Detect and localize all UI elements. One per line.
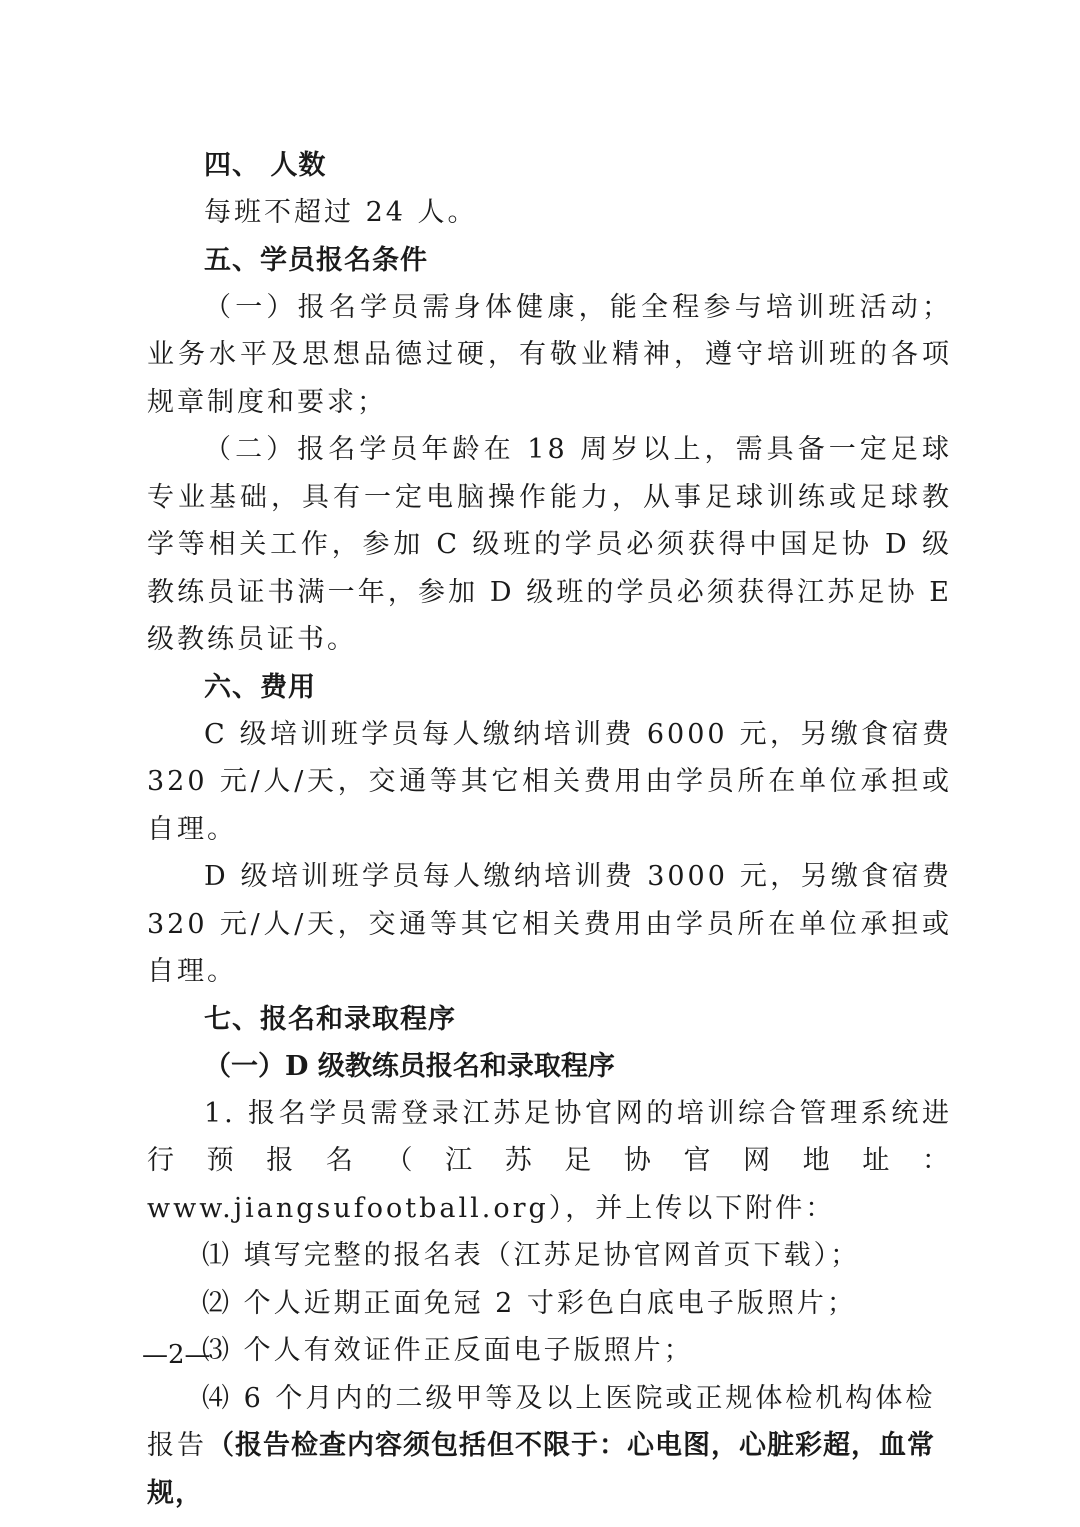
section-6-heading: 六、费用: [204, 671, 316, 703]
list-item-4-text: ⑷ 6 个月内的二级甲等及以上医院或正规体检机构体检报告: [147, 1382, 936, 1461]
list-item-4-bold-text: （报告检查内容须包括但不限于：心电图，心脏彩超，血常规，: [147, 1430, 935, 1509]
section-7-heading: 七、报名和录取程序: [204, 1003, 456, 1035]
list-item-2: ⑵ 个人近期正面免冠 2 寸彩色白底电子版照片；: [202, 1287, 857, 1319]
section-4-text: 每班不超过 24 人。: [204, 197, 478, 228]
section-5-heading: 五、学员报名条件: [204, 244, 428, 276]
list-item-3: ⑶ 个人有效证件正反面电子版照片；: [202, 1335, 694, 1366]
section-4-heading: 四、 人数: [204, 150, 327, 181]
section-5-paragraph-1: （一）报名学员需身体健康，能全程参与培训班活动；业务水平及思想品德过硬，有敬业精神，遵守培训班的各项规章制度和要求；: [147, 291, 952, 418]
section-7-subheading-1: （一）D 级教练员报名和录取程序: [204, 1050, 615, 1082]
section-6-paragraph-2: D 级培训班学员每人缴纳培训费 3000 元，另缴食宿费 320 元/人/天，交通等其它相关费用由学员所在单位承担或自理。: [147, 861, 952, 987]
section-5-paragraph-2: （二）报名学员年龄在 18 周岁以上，需具备一定足球专业基础，具有一定电脑操作能力，从事足球训练或足球教学等相关工作，参加 C 级班的学员必须获得中国足协 D 级教练员证书满一年，参加 D 级班的学员必须获得江苏足协 E 级教练员证书。: [147, 434, 952, 655]
page-number: —2—: [142, 1340, 211, 1370]
section-6-paragraph-1: C 级培训班学员每人缴纳培训费 6000 元，另缴食宿费 320 元/人/天，交通等其它相关费用由学员所在单位承担或自理。: [147, 718, 952, 845]
section-7-paragraph-1: 1. 报名学员需登录江苏足协官网的培训综合管理系统进行预报名（江苏足协官网地址：www.jiangsufootball.org），并上传以下附件：: [147, 1097, 952, 1224]
document-body: [147, 142, 952, 1517]
list-item-4: [147, 1375, 952, 1518]
list-item-1: ⑴ 填写完整的报名表（江苏足协官网首页下载）；: [202, 1240, 861, 1271]
